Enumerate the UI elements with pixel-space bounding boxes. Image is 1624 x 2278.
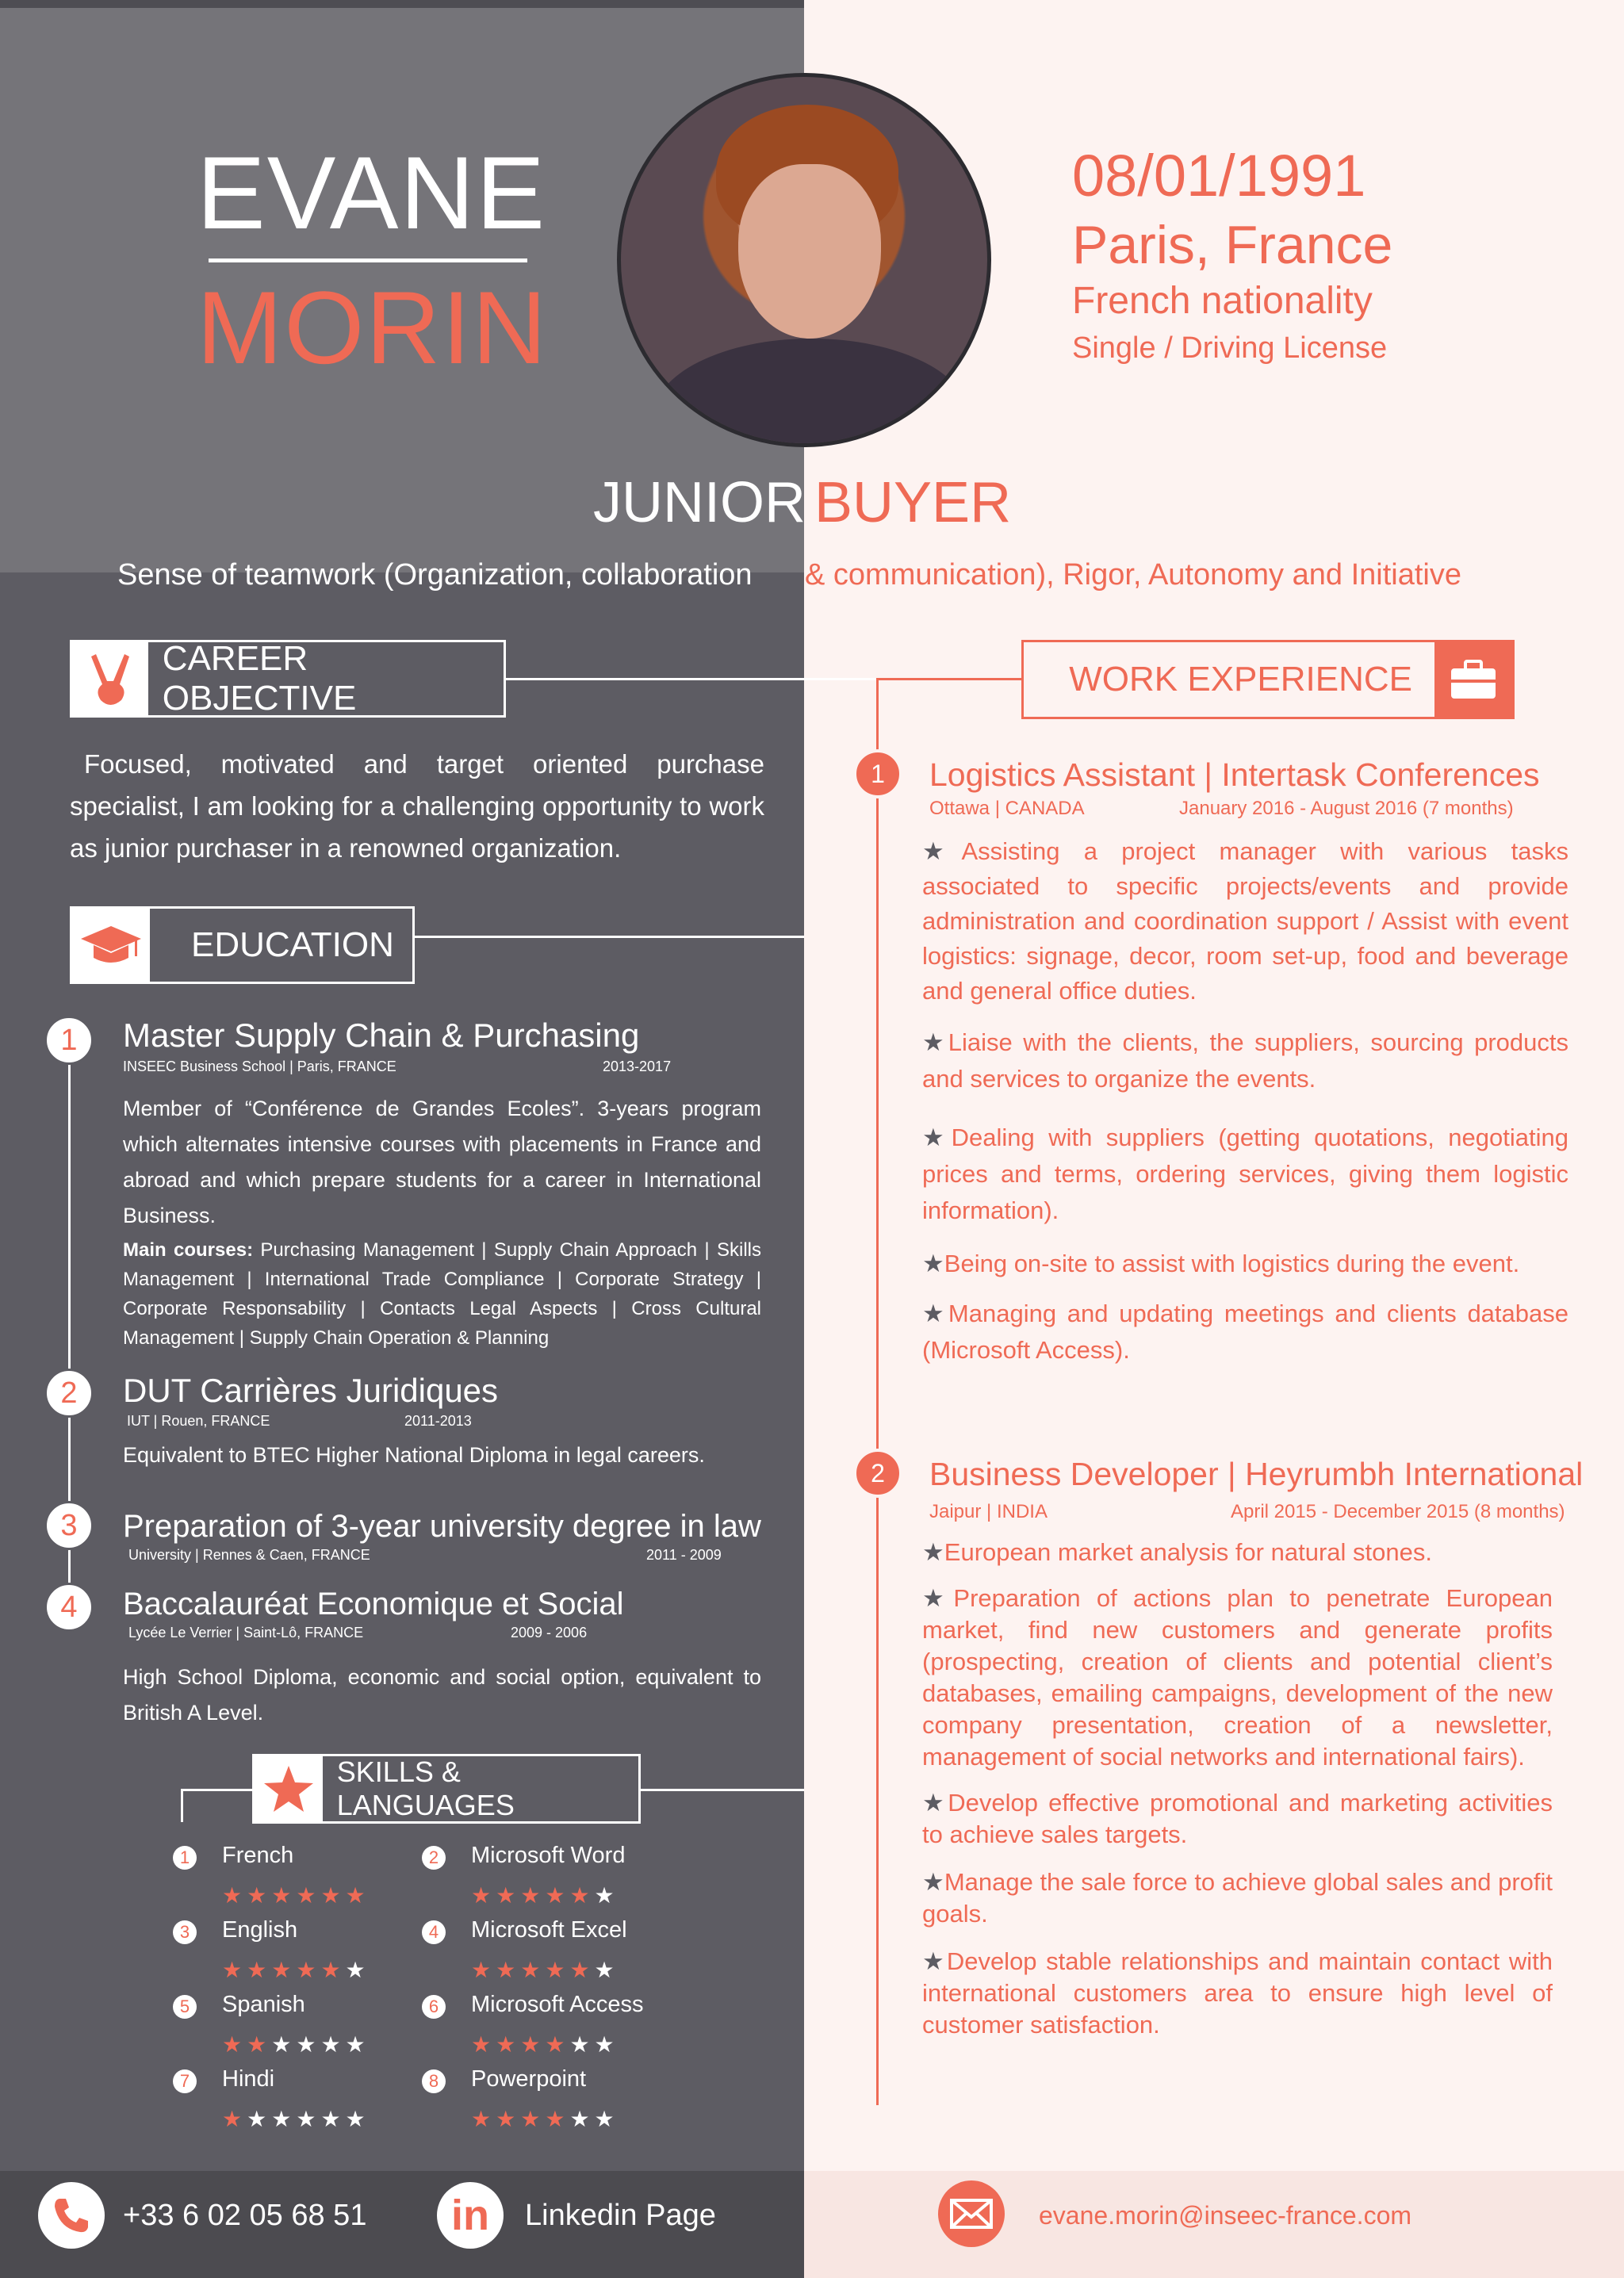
bullet-star-icon: ★ bbox=[922, 1538, 944, 1566]
linkedin-icon[interactable]: in bbox=[437, 2182, 504, 2249]
rating-star-icon: ★ bbox=[320, 2032, 346, 2057]
rating-star-icon: ★ bbox=[271, 1958, 297, 1982]
job-bullet: ★Develop stable relationships and maintain contact with international customers area to ensure high level of customer satisfaction. bbox=[922, 1947, 1553, 2039]
skill-number: 6 bbox=[422, 1995, 446, 2019]
rating-star-icon: ★ bbox=[594, 2032, 619, 2057]
rating-star-icon: ★ bbox=[320, 1883, 346, 1908]
bullet-star-icon: ★ bbox=[922, 1947, 947, 1975]
rating-star-icon: ★ bbox=[271, 1883, 297, 1908]
rating-star-icon: ★ bbox=[345, 2032, 370, 2057]
skill-number: 8 bbox=[422, 2069, 446, 2093]
skill-rating bbox=[222, 1957, 370, 1983]
career-objective-header bbox=[70, 640, 506, 718]
skill-rating bbox=[471, 1957, 619, 1983]
qualities-right: & communication), Rigor, Autonomy and Initiative bbox=[805, 558, 1461, 592]
rating-star-icon: ★ bbox=[545, 2032, 570, 2057]
status: Single / Driving License bbox=[1072, 331, 1388, 365]
education-number-4: 4 bbox=[44, 1583, 94, 1632]
rating-star-icon: ★ bbox=[569, 2107, 595, 2131]
rating-star-icon: ★ bbox=[271, 2107, 297, 2131]
job-title-buyer: BUYER bbox=[814, 471, 1012, 534]
bullet-star-icon: ★ bbox=[922, 1868, 944, 1896]
skill-name: Hindi bbox=[222, 2066, 275, 2092]
rating-star-icon: ★ bbox=[569, 2032, 595, 2057]
rating-star-icon: ★ bbox=[345, 1958, 370, 1982]
rating-star-icon: ★ bbox=[320, 2107, 346, 2131]
skill-rating bbox=[471, 1882, 619, 1909]
connector-line bbox=[506, 678, 879, 680]
rating-star-icon: ★ bbox=[545, 2107, 570, 2131]
connector-line bbox=[181, 1789, 183, 1822]
rating-star-icon: ★ bbox=[222, 2032, 247, 2057]
education-title-4: Baccalauréat Economique et Social bbox=[123, 1587, 624, 1621]
rating-star-icon: ★ bbox=[594, 2107, 619, 2131]
connector-line bbox=[415, 936, 804, 938]
connector-line bbox=[641, 1789, 804, 1791]
rating-star-icon: ★ bbox=[496, 1958, 521, 1982]
connector-line bbox=[879, 678, 1021, 680]
victory-hand-icon bbox=[72, 640, 148, 718]
job-location-1: Ottawa | CANADA bbox=[929, 798, 1085, 819]
skill-number: 4 bbox=[422, 1920, 446, 1944]
skill-number: 5 bbox=[173, 1995, 197, 2019]
rating-star-icon: ★ bbox=[520, 2107, 546, 2131]
job-dates-1: January 2016 - August 2016 (7 months) bbox=[1179, 798, 1514, 819]
top-strip bbox=[0, 0, 804, 8]
skill-rating bbox=[471, 2031, 619, 2058]
education-title-3: Preparation of 3-year university degree in law bbox=[123, 1509, 761, 1544]
skill-rating bbox=[222, 2031, 370, 2058]
education-number-1: 1 bbox=[44, 1016, 94, 1065]
rating-star-icon: ★ bbox=[520, 1883, 546, 1908]
job-title-junior: JUNIOR bbox=[593, 471, 806, 534]
rating-star-icon: ★ bbox=[296, 2032, 321, 2057]
education-text-2: Equivalent to BTEC Higher National Diploma in legal careers. bbox=[123, 1443, 705, 1467]
skill-number: 3 bbox=[173, 1920, 197, 1944]
skill-name: English bbox=[222, 1917, 298, 1943]
job-bullet: ★European market analysis for natural stones. bbox=[922, 1538, 1432, 1566]
rating-star-icon: ★ bbox=[345, 1883, 370, 1908]
rating-star-icon: ★ bbox=[345, 2107, 370, 2131]
rating-star-icon: ★ bbox=[594, 1958, 619, 1982]
rating-star-icon: ★ bbox=[496, 2107, 521, 2131]
rating-star-icon: ★ bbox=[247, 1883, 272, 1908]
education-title-1: Master Supply Chain & Purchasing bbox=[123, 1016, 640, 1054]
last-name: MORIN bbox=[197, 270, 549, 385]
education-number-3: 3 bbox=[44, 1501, 94, 1550]
bullet-star-icon: ★ bbox=[922, 1789, 948, 1817]
star-icon bbox=[255, 1754, 323, 1824]
education-dates-1: 2013-2017 bbox=[603, 1059, 672, 1074]
bullet-star-icon: ★ bbox=[922, 1300, 948, 1327]
rating-star-icon: ★ bbox=[296, 2107, 321, 2131]
education-number-2: 2 bbox=[44, 1369, 94, 1418]
education-text-1: Member of “Conférence de Grandes Ecoles”. 3-years program which alternates intensive courses with placements in France and abroad and which prepare students for a career in International Business. bbox=[123, 1097, 761, 1227]
skills-title: SKILLS & LANGUAGES bbox=[336, 1755, 515, 1821]
rating-star-icon: ★ bbox=[594, 1883, 619, 1908]
skill-name: Microsoft Excel bbox=[471, 1917, 627, 1943]
skill-rating bbox=[222, 2106, 370, 2132]
rating-star-icon: ★ bbox=[296, 1958, 321, 1982]
job-location-2: Jaipur | INDIA bbox=[929, 1501, 1048, 1522]
bullet-star-icon: ★ bbox=[922, 1584, 954, 1612]
rating-star-icon: ★ bbox=[520, 1958, 546, 1982]
job-bullet: ★Being on-site to assist with logistics during the event. bbox=[922, 1250, 1520, 1277]
courses-list: Purchasing Management | Supply Chain Approach | Skills Management | International Trade Compliance | Corporate Strategy | Corporate Responsability | Contacts Legal Aspects | Cross Cultural Management | Supply Chain Operation & Planning bbox=[123, 1239, 761, 1349]
rating-star-icon: ★ bbox=[496, 2032, 521, 2057]
education-dates-3: 2011 - 2009 bbox=[646, 1547, 722, 1563]
rating-star-icon: ★ bbox=[247, 2032, 272, 2057]
job-dates-2: April 2015 - December 2015 (8 months) bbox=[1231, 1501, 1565, 1522]
envelope-icon bbox=[938, 2180, 1005, 2247]
rating-star-icon: ★ bbox=[296, 1883, 321, 1908]
first-name: EVANE bbox=[197, 135, 547, 251]
rating-star-icon: ★ bbox=[471, 2107, 496, 2131]
skill-name: French bbox=[222, 1843, 294, 1868]
rating-star-icon: ★ bbox=[520, 2032, 546, 2057]
education-school-1: INSEEC Business School | Paris, FRANCE bbox=[123, 1059, 396, 1074]
profile-photo bbox=[617, 73, 991, 447]
rating-star-icon: ★ bbox=[471, 2032, 496, 2057]
education-dates-4: 2009 - 2006 bbox=[511, 1625, 588, 1641]
skill-number: 7 bbox=[173, 2069, 197, 2093]
skill-name: Powerpoint bbox=[471, 2066, 587, 2092]
courses-label: Main courses: bbox=[123, 1239, 254, 1261]
education-dates-2: 2011-2013 bbox=[404, 1413, 472, 1429]
job-title-1: Logistics Assistant | Intertask Conferences bbox=[929, 756, 1540, 793]
job-bullet: ★Dealing with suppliers (getting quotations, negotiating prices and terms, ordering services, giving them logistic information). bbox=[922, 1124, 1568, 1224]
linkedin-link[interactable]: Linkedin Page bbox=[525, 2199, 716, 2232]
rating-star-icon: ★ bbox=[545, 1883, 570, 1908]
skill-name: Spanish bbox=[222, 1992, 305, 2017]
job-bullets-2 bbox=[922, 1537, 1553, 2041]
education-header bbox=[70, 906, 415, 984]
rating-star-icon: ★ bbox=[222, 1958, 247, 1982]
education-title-2: DUT Carrières Juridiques bbox=[123, 1372, 499, 1409]
job-bullet: ★Develop effective promotional and marketing activities to achieve sales targets. bbox=[922, 1789, 1553, 1848]
rating-star-icon: ★ bbox=[247, 1958, 272, 1982]
rating-star-icon: ★ bbox=[222, 2107, 247, 2131]
skill-name: Microsoft Access bbox=[471, 1992, 644, 2017]
graduation-cap-icon bbox=[72, 906, 150, 984]
skills-header bbox=[252, 1754, 641, 1824]
birth-place: Paris, France bbox=[1072, 215, 1393, 275]
name-divider bbox=[209, 258, 527, 262]
education-courses-1 bbox=[123, 1235, 761, 1353]
education-title: EDUCATION bbox=[191, 925, 394, 964]
education-school-3: University | Rennes & Caen, FRANCE bbox=[128, 1547, 370, 1563]
education-school-4: Lycée Le Verrier | Saint-Lô, FRANCE bbox=[128, 1625, 364, 1641]
rating-star-icon: ★ bbox=[569, 1958, 595, 1982]
job-bullet: ★Assisting a project manager with various tasks associated to specific projects/events and provide administration and coordination support / Assist with event logistics: signage, decor, room set-up, food and beverage and general office duties. bbox=[922, 837, 1569, 1005]
job-bullet: ★Managing and updating meetings and clients database (Microsoft Access). bbox=[922, 1300, 1568, 1364]
job-bullets-1 bbox=[922, 834, 1568, 1369]
birth-date: 08/01/1991 bbox=[1072, 143, 1366, 209]
briefcase-icon bbox=[1434, 641, 1512, 718]
skill-number: 1 bbox=[173, 1846, 197, 1870]
phone-number[interactable]: +33 6 02 05 68 51 bbox=[123, 2199, 367, 2232]
bullet-star-icon: ★ bbox=[922, 1028, 948, 1056]
rating-star-icon: ★ bbox=[471, 1958, 496, 1982]
email-address[interactable]: evane.morin@inseec-france.com bbox=[1039, 2201, 1412, 2230]
job-bullet: ★Liaise with the clients, the suppliers, sourcing products and services to organize the events. bbox=[922, 1028, 1568, 1093]
rating-star-icon: ★ bbox=[496, 1883, 521, 1908]
qualities-left: Sense of teamwork (Organization, collaboration bbox=[117, 558, 761, 592]
job-number-2: 2 bbox=[853, 1449, 902, 1498]
rating-star-icon: ★ bbox=[569, 1883, 595, 1908]
education-text-4: High School Diploma, economic and social option, equivalent to British A Level. bbox=[123, 1665, 761, 1725]
work-experience-title: WORK EXPERIENCE bbox=[1069, 660, 1412, 699]
job-title-2: Business Developer | Heyrumbh International bbox=[929, 1456, 1584, 1492]
work-timeline bbox=[876, 678, 879, 2105]
nationality: French nationality bbox=[1072, 280, 1373, 322]
career-objective-title: CAREER OBJECTIVE bbox=[162, 639, 357, 718]
rating-star-icon: ★ bbox=[222, 1883, 247, 1908]
phone-icon bbox=[38, 2182, 105, 2249]
rating-star-icon: ★ bbox=[320, 1958, 346, 1982]
job-bullet: ★Manage the sale force to achieve global sales and profit goals. bbox=[922, 1868, 1553, 1928]
rating-star-icon: ★ bbox=[271, 2032, 297, 2057]
career-objective-text: Focused, motivated and target oriented purchase specialist, I am looking for a challenging opportunity to work as junior purchaser in a renowned organization. bbox=[70, 749, 764, 863]
skill-name: Microsoft Word bbox=[471, 1843, 626, 1868]
connector-line bbox=[181, 1789, 252, 1791]
rating-star-icon: ★ bbox=[545, 1958, 570, 1982]
bullet-star-icon: ★ bbox=[922, 837, 962, 865]
bullet-star-icon: ★ bbox=[922, 1124, 952, 1151]
rating-star-icon: ★ bbox=[471, 1883, 496, 1908]
job-bullet: ★Preparation of actions plan to penetrate European market, find new customers and generate profits (prospecting, creation of clients and potential client’s databases, emailing campaigns, development of the new company presentation, creation of a newsletter, management of social networks and international fairs). bbox=[922, 1584, 1553, 1771]
work-experience-header bbox=[1021, 640, 1515, 719]
job-number-1: 1 bbox=[853, 749, 902, 798]
bullet-star-icon: ★ bbox=[922, 1250, 944, 1277]
education-school-2: IUT | Rouen, FRANCE bbox=[127, 1413, 270, 1429]
skill-rating bbox=[222, 1882, 370, 1909]
skill-rating bbox=[471, 2106, 619, 2132]
rating-star-icon: ★ bbox=[247, 2107, 272, 2131]
skill-number: 2 bbox=[422, 1846, 446, 1870]
